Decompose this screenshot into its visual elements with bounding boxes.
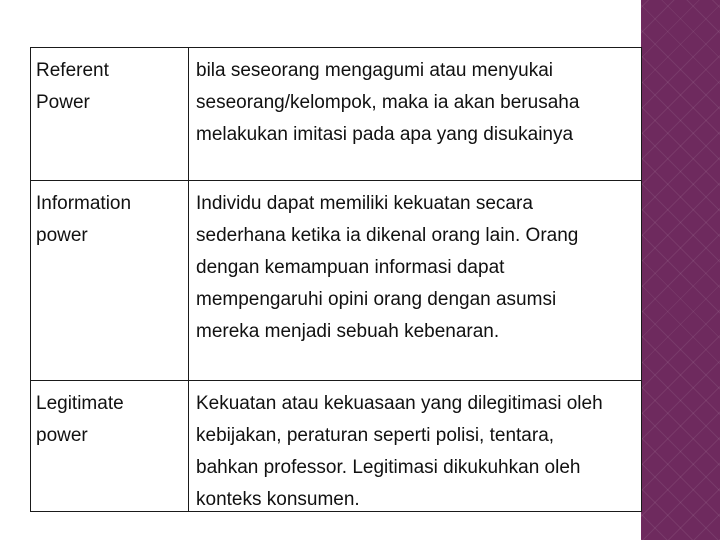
power-types-table (30, 47, 642, 512)
term-line: Information (36, 193, 132, 214)
description-line: Individu dapat memiliki kekuatan secara (196, 193, 533, 214)
description-line: seseorang/kelompok, maka ia akan berusaha (196, 92, 580, 113)
term-line: Legitimate (36, 393, 124, 414)
description-line: melakukan imitasi pada apa yang disukainya (196, 124, 574, 145)
term-line: Power (36, 92, 90, 113)
description-line: bahkan professor. Legitimasi dikukuhkan oleh (196, 457, 581, 478)
description-line: mempengaruhi opini orang dengan asumsi (196, 289, 557, 310)
table-row (31, 48, 641, 181)
description-cell-referent-power (196, 55, 656, 151)
term-cell-legitimate-power (36, 388, 181, 452)
description-line: dengan kemampuan informasi dapat (196, 257, 505, 278)
description-cell-legitimate-power (196, 388, 656, 516)
description-line: bila seseorang mengagumi atau menyukai (196, 60, 553, 81)
term-line: Referent (36, 60, 109, 81)
table-row (31, 381, 641, 512)
description-line: mereka menjadi sebuah kebenaran. (196, 321, 500, 342)
term-line: power (36, 225, 88, 246)
description-line: kebijakan, peraturan seperti polisi, tentara, (196, 425, 555, 446)
term-cell-referent-power (36, 55, 181, 119)
description-line: konteks konsumen. (196, 489, 360, 510)
description-line: Kekuatan atau kekuasaan yang dilegitimasi oleh (196, 393, 603, 414)
term-cell-information-power (36, 188, 181, 252)
description-cell-information-power (196, 188, 656, 348)
description-line: sederhana ketika ia dikenal orang lain. Orang (196, 225, 579, 246)
table-row (31, 181, 641, 381)
term-line: power (36, 425, 88, 446)
